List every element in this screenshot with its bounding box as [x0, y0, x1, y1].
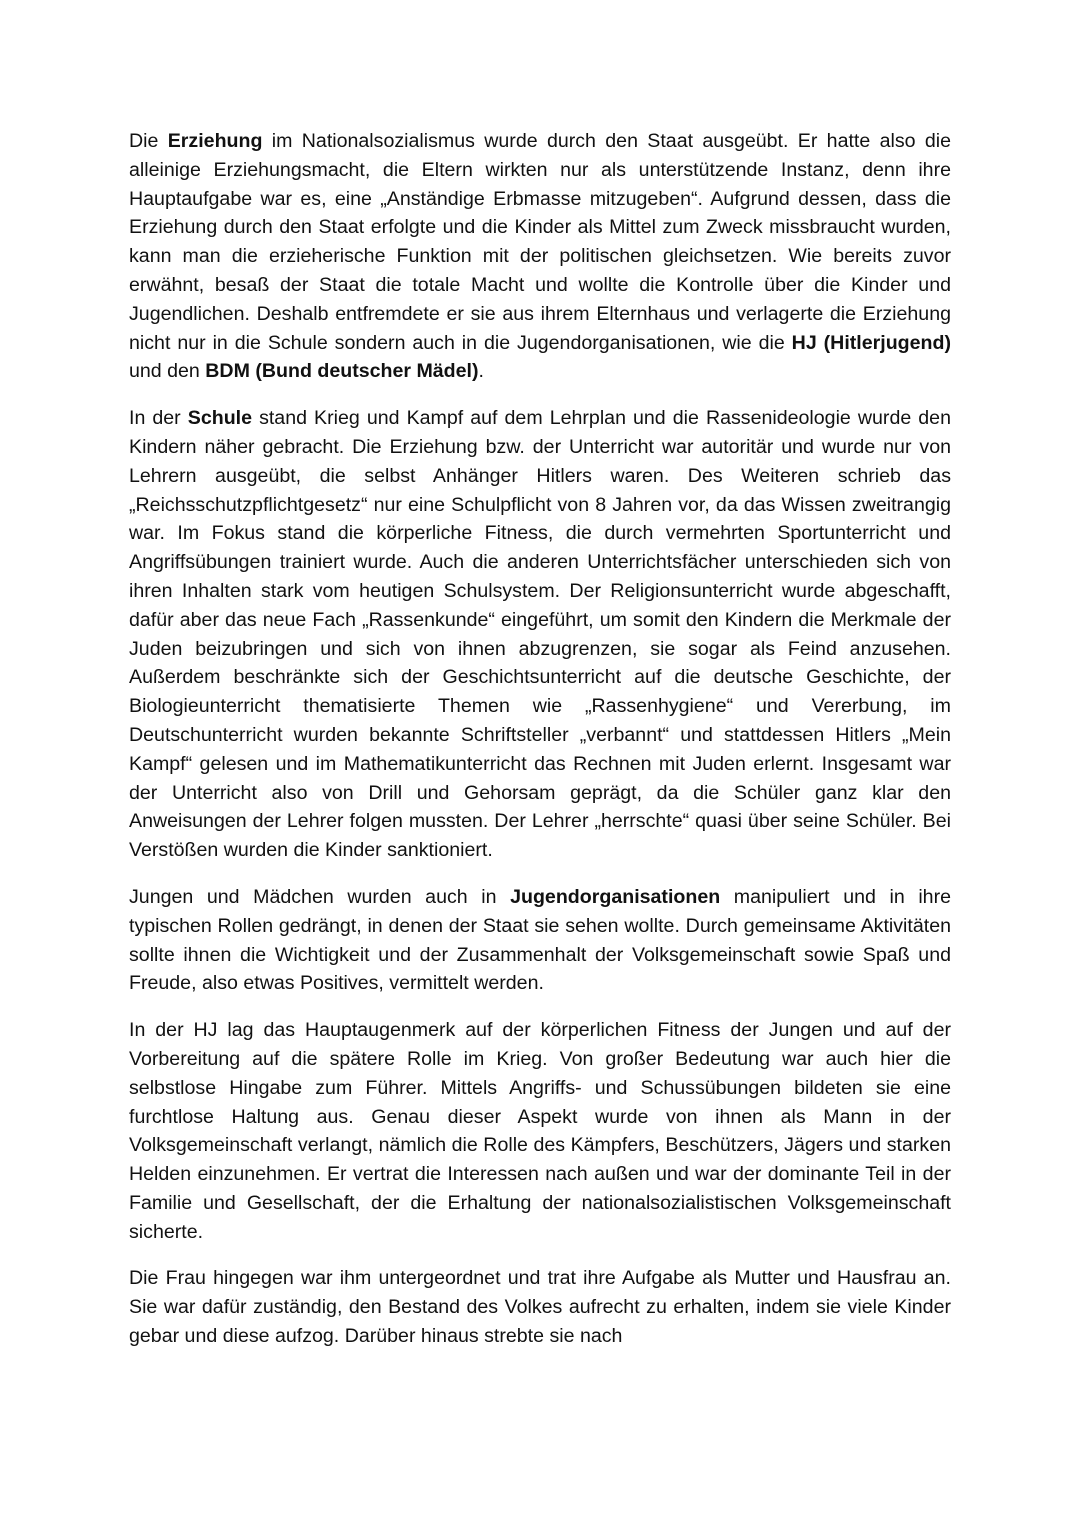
text-run: Die [129, 130, 168, 152]
text-run: manipuliert und in ihre typischen Rollen gedrängt, in denen der Staat sie sehen wollte. Durch gemeinsame Aktivitäten sollte ihnen die Wichtigkeit und der Zusammenhalt der Volksgemeinschaft sowie Spaß und Freude, also etwas Positives, vermittelt werden. [129, 885, 951, 995]
text-run: stand Krieg und Kampf auf dem Lehrplan und die Rassenideologie wurde den Kindern näher gebracht. Die Erziehung bzw. der Unterricht war autoritär und wurde nur von Lehrern ausgeübt, die selbst Anhänger Hitlers waren. Des Weiteren schrieb das „Reichsschutzpflichtgesetz“ nur eine Schulpflicht von 8 Jahren vor, da das Wissen zweitrangig war. Im Fokus stand die körperliche Fitness, die durch vermehrten Sportunterricht und Angriffsübungen trainiert wurde. Auch die anderen Unterrichtsfächer unterschieden sich von ihren Inhalten stark vom heutigen Schulsystem. Der Religionsunterricht wurde abgeschafft, dafür aber das neue Fach „Rassenkunde“ eingeführt, um somit den Kindern die Merkmale der Juden beizubringen und sich von ihnen abzugrenzen, sie sogar als Feind anzusehen. Außerdem beschränkte sich der Geschichtsunterricht auf die deutsche Geschichte, der Biologieunterricht thematisierte Themen wie „Rassenhygiene“ und Vererbung, im Deutschunterricht wurden bekannte Schriftsteller „verbannt“ und stattdessen Hitlers „Mein Kampf“ gelesen und im Mathematikunterricht das Rechnen mit Juden erlernt. Insgesamt war der Unterricht also von Drill und Gehorsam geprägt, da die Schüler ganz klar den Anweisungen der Lehrer folgen mussten. Der Lehrer „herrschte“ quasi über seine Schüler. Bei Verstößen wurden die Kinder sanktioniert. [129, 407, 951, 862]
text-run: In der [129, 407, 188, 430]
bold-term-schule: Schule [187, 407, 253, 430]
paragraph-erziehung [129, 127, 951, 386]
paragraph-jugendorganisationen [129, 883, 951, 998]
paragraph-frau: Die Frau hingegen war ihm untergeordnet und trat ihre Aufgabe als Mutter und Hausfrau an. Sie war dafür zuständig, den Bestand des Volkes aufrecht zu erhalten, indem sie viele Kinder gebar und diese aufzog. Darüber hinaus strebte sie nach [129, 1267, 951, 1348]
text-run: im Nationalsozialismus wurde durch den Staat ausgeübt. Er hatte also die alleinige Erziehungsmacht, die Eltern wirkten nur als unterstützende Instanz, denn ihre Hauptaufgabe war es, eine „Anständige Erbmasse mitzugeben“. Aufgrund dessen, dass die Erziehung durch den Staat erfolgte und die Kinder als Mittel zum Zweck missbraucht wurden, kann man die erzieherische Funktion mit der politischen gleichsetzen. Wie bereits zuvor erwähnt, besaß der Staat die totale Macht und wollte die Kontrolle über die Kinder und Jugendlichen. Deshalb entfremdete er sie aus ihrem Elternhaus und verlagerte die Erziehung nicht nur in die Schule sondern auch in die Jugendorganisationen, wie die [129, 130, 951, 354]
bold-term-bdm: BDM (Bund deutscher Mädel) [205, 360, 479, 383]
text-run: und den [129, 360, 206, 383]
paragraph-schule [129, 404, 951, 865]
document-page [129, 127, 951, 1369]
text-run: . [478, 360, 484, 383]
paragraph-hj: In der HJ lag das Hauptaugenmerk auf der körperlichen Fitness der Jungen und auf der Vorbereitung auf die spätere Rolle im Krieg. Von großer Bedeutung war auch hier die selbstlose Hingabe zum Führer. Mittels Angriffs- und Schussübungen bildeten sie eine furchtlose Haltung aus. Genau dieser Aspekt wurde von ihnen als Mann in der Volksgemeinschaft verlangt, nämlich die Rolle des Kämpfers, Beschützers, Jägers und starken Helden einzunehmen. Er vertrat die Interessen nach außen und war der dominante Teil in der Familie und Gesellschaft, der die Erhaltung der nationalsozialistischen Volksgemeinschaft sicherte. [129, 1019, 951, 1243]
bold-term-hj: HJ (Hitlerjugend) [791, 331, 951, 354]
bold-term-jugendorganisationen: Jugendorganisationen [510, 885, 721, 908]
text-run: Jungen und Mädchen wurden auch in [129, 885, 511, 908]
bold-term-erziehung: Erziehung [167, 130, 263, 152]
